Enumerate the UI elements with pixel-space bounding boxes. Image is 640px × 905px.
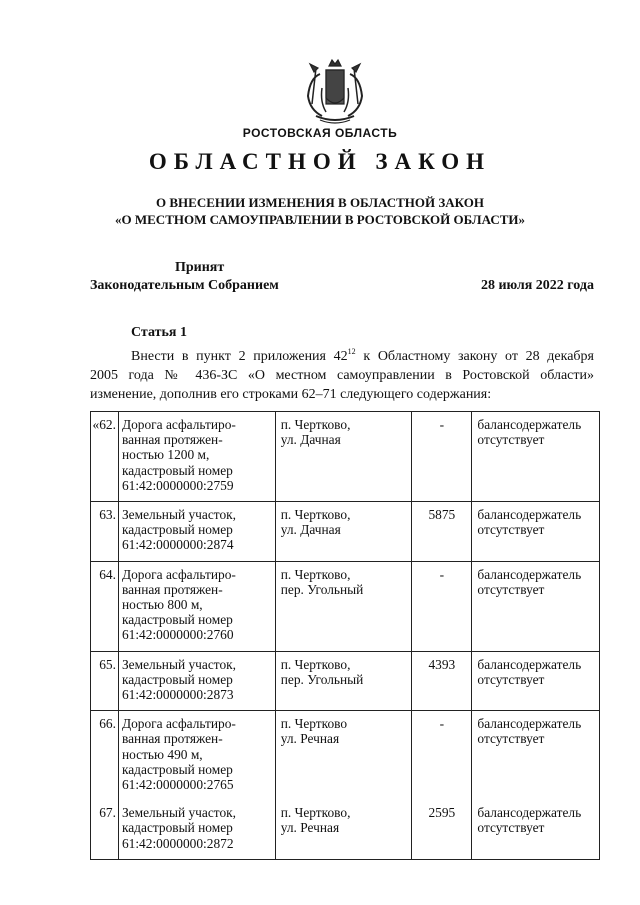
object-owner-text: балансодержатель — [477, 656, 582, 672]
table-row — [91, 651, 600, 711]
object-owner-text: отсутствует — [477, 432, 545, 448]
object-description-text: кадастровый номер — [121, 612, 233, 628]
object-address-text: п. Чертково, — [280, 805, 351, 821]
object-description-text: Земельный участок, — [121, 507, 237, 523]
object-area — [412, 651, 472, 711]
object-address-text: ул. Дачная — [280, 432, 341, 448]
object-area-text: 4393 — [428, 656, 456, 672]
object-address-text: пер. Угольный — [280, 581, 364, 597]
law-subject — [0, 194, 640, 228]
region-name: РОСТОВСКАЯ ОБЛАСТЬ — [242, 126, 398, 140]
object-area — [412, 502, 472, 562]
object-description-text: Земельный участок, — [121, 656, 237, 672]
row-number — [91, 651, 119, 711]
object-owner-text: отсутствует — [477, 671, 545, 687]
object-owner — [472, 651, 600, 711]
row-number-text: 64. — [99, 566, 116, 582]
object-description — [118, 561, 275, 651]
object-description-text: кадастровый номер — [121, 522, 233, 538]
object-description-text: 61:42:0000000:2759 — [121, 477, 234, 493]
object-area — [412, 561, 472, 651]
object-description-text: Дорога асфальтиро- — [121, 716, 236, 732]
object-area — [412, 800, 472, 859]
object-owner-text: отсутствует — [477, 581, 545, 597]
object-description-text: ванная протяжен- — [121, 581, 223, 597]
object-area-text: 5875 — [428, 507, 456, 523]
object-address-text: пер. Угольный — [280, 671, 364, 687]
adoption-body: Законодательным Собранием — [90, 278, 279, 293]
property-table — [90, 411, 600, 860]
object-owner-text: отсутствует — [477, 820, 545, 836]
object-owner-text: балансодержатель — [477, 566, 582, 582]
object-description — [118, 800, 275, 859]
adoption-label: Принят — [175, 260, 225, 275]
object-area-text: 2595 — [428, 805, 456, 821]
object-address — [275, 711, 412, 801]
table-row — [91, 800, 600, 859]
row-number — [91, 800, 119, 859]
object-address — [275, 502, 412, 562]
object-description-text: 61:42:0000000:2873 — [121, 687, 234, 703]
object-owner — [472, 711, 600, 801]
object-description — [118, 711, 275, 801]
object-owner — [472, 561, 600, 651]
object-address — [275, 800, 412, 859]
object-address-text: п. Чертково, — [280, 507, 351, 523]
article-text-line3: изменение, дополнив его строками 62–71 следующего содержания: — [90, 387, 492, 402]
object-owner-text: балансодержатель — [477, 417, 582, 432]
document-type: ОБЛАСТНОЙ ЗАКОН — [148, 149, 492, 174]
object-description — [118, 412, 275, 502]
row-number — [91, 711, 119, 801]
object-owner-text: балансодержатель — [477, 805, 582, 821]
table-row — [91, 412, 600, 502]
table-row — [91, 561, 600, 651]
object-area-text: - — [439, 417, 445, 432]
object-address-text: ул. Дачная — [280, 522, 341, 538]
object-area — [412, 711, 472, 801]
object-address — [275, 412, 412, 502]
object-description-text: 61:42:0000000:2765 — [121, 777, 234, 793]
object-description-text: ванная протяжен- — [121, 731, 223, 747]
row-number — [91, 502, 119, 562]
adoption-date: 28 июля 2022 года — [480, 278, 594, 293]
object-description-text: ностью 490 м, — [121, 746, 203, 762]
row-number-text: 67. — [99, 805, 116, 821]
row-number-text: 63. — [99, 507, 116, 523]
superscript: 12 — [347, 347, 356, 356]
object-description-text: Дорога асфальтиро- — [121, 417, 236, 432]
article-text — [90, 347, 594, 404]
object-area — [412, 412, 472, 502]
law-subject-line1: О ВНЕСЕНИИ ИЗМЕНЕНИЯ В ОБЛАСТНОЙ ЗАКОН — [156, 195, 484, 210]
object-description-text: кадастровый номер — [121, 671, 233, 687]
object-owner — [472, 412, 600, 502]
object-description-text: 61:42:0000000:2874 — [121, 537, 234, 553]
object-area-text: - — [439, 716, 445, 732]
object-address-text: п. Чертково, — [280, 566, 351, 582]
article-text-line2: 2005 года № 436-ЗС «О местном самоуправлении в Ростовской области» — [90, 368, 594, 383]
object-description-text: 61:42:0000000:2872 — [121, 835, 234, 851]
object-address-text: ул. Речная — [280, 731, 340, 747]
table-row — [91, 711, 600, 801]
object-owner — [472, 502, 600, 562]
object-description-text: 61:42:0000000:2760 — [121, 627, 234, 643]
object-address — [275, 561, 412, 651]
adoption-block — [90, 259, 594, 295]
object-area-text: - — [439, 566, 445, 582]
object-owner-text: балансодержатель — [477, 507, 582, 523]
article-text-line1: Внести в пункт 2 приложения $42^{12}$ к Областному закону от 28 декабря — [131, 347, 594, 364]
row-number-text: 65. — [99, 656, 116, 672]
object-owner — [472, 800, 600, 859]
object-description — [118, 502, 275, 562]
object-description-text: кадастровый номер — [121, 761, 233, 777]
object-address-text: п. Чертково, — [280, 656, 351, 672]
coat-of-arms-icon — [296, 58, 374, 126]
table-row — [91, 502, 600, 562]
row-number-text: 66. — [99, 716, 116, 732]
object-address — [275, 651, 412, 711]
object-description — [118, 651, 275, 711]
object-address-text: п. Чертково, — [280, 417, 351, 432]
object-description-text: Дорога асфальтиро- — [121, 566, 236, 582]
object-description-text: ванная протяжен- — [121, 432, 223, 448]
article-title: Статья 1 — [131, 325, 187, 340]
object-description-text: Земельный участок, — [121, 805, 237, 821]
law-subject-line2: «О МЕСТНОМ САМОУПРАВЛЕНИИ В РОСТОВСКОЙ ОБЛАСТИ» — [115, 212, 525, 227]
object-description-text: кадастровый номер — [121, 462, 233, 478]
object-address-text: п. Чертково — [280, 716, 348, 732]
object-owner-text: отсутствует — [477, 731, 545, 747]
object-owner-text: балансодержатель — [477, 716, 582, 732]
row-number — [91, 412, 119, 502]
object-description-text: ностью 800 м, — [121, 597, 203, 613]
object-owner-text: отсутствует — [477, 522, 545, 538]
object-description-text: ностью 1200 м, — [121, 447, 210, 463]
object-description-text: кадастровый номер — [121, 820, 233, 836]
row-number-text: «62. — [92, 417, 116, 432]
object-address-text: ул. Речная — [280, 820, 340, 836]
row-number — [91, 561, 119, 651]
